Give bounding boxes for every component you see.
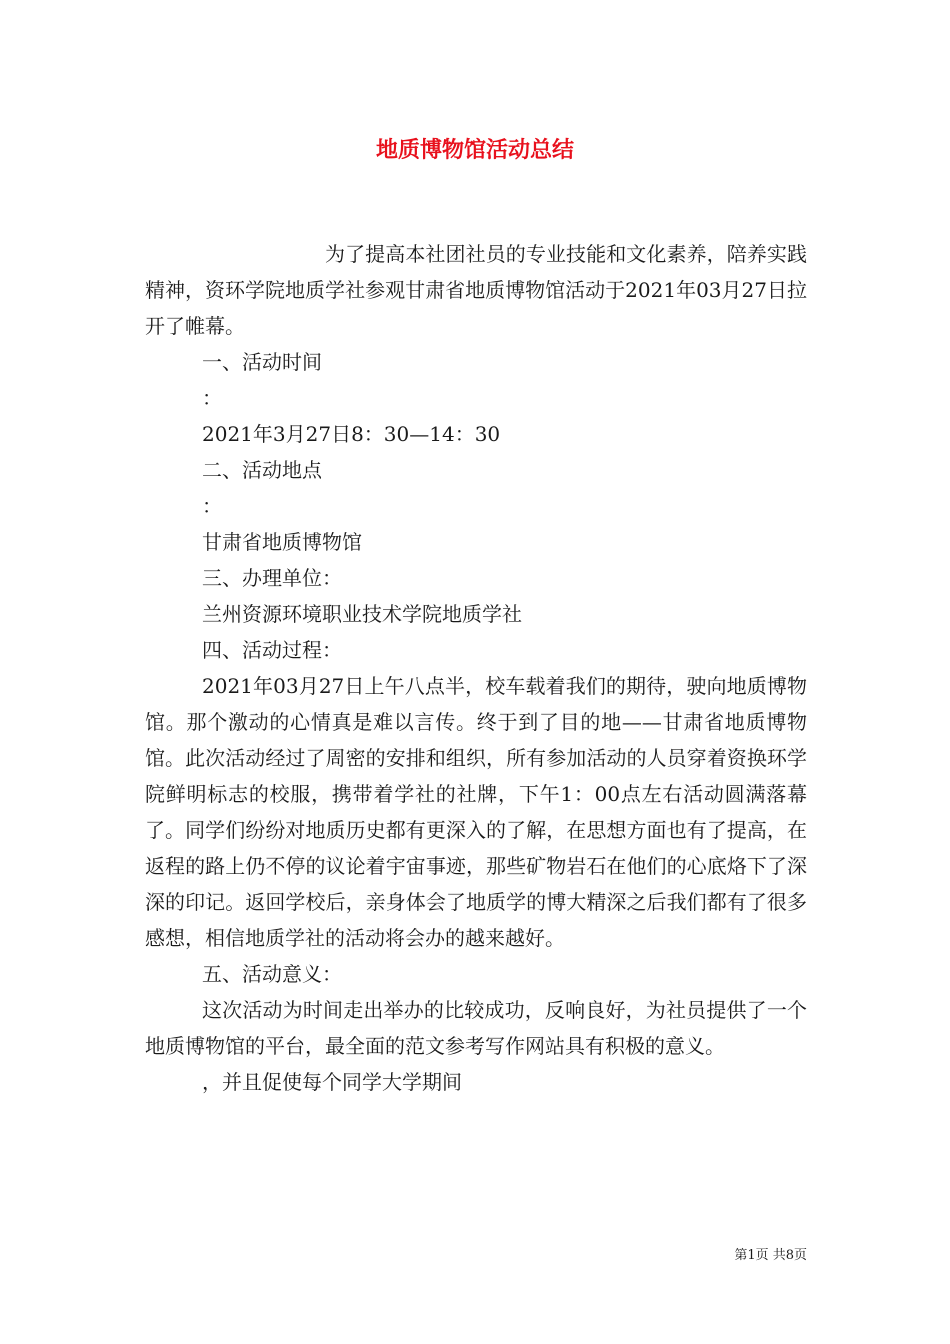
time-colon: ： [202, 386, 222, 410]
place-colon: ： [202, 494, 222, 518]
page-number: 第1页 共8页 [734, 1248, 807, 1263]
continuation-line: ，并且促使每个同学大学期间 [202, 1070, 462, 1094]
document-body [145, 236, 807, 1100]
process-paragraph: 2021年03月27日上午八点半，校车载着我们的期待，驶向地质博物馆。那个激动的心情真是难以言传。终于到了目的地——甘肃省地质博物馆。此次活动经过了周密的安排和组织，所有参加活动的人员穿着资换环学院鲜明标志的校服，携带着学社的社牌，下午1：00点左右活动圆满落幕了。同学们纷纷对地质历史都有更深入的了解，在思想方面也有了提高，在返程的路上仍不停的议论着宇宙事迹，那些矿物岩石在他们的心底烙下了深深的印记。返回学校后，亲身体会了地质学的博大精深之后我们都有了很多感想，相信地质学社的活动将会办的越来越好。 [145, 674, 807, 950]
process-heading: 四、活动过程： [202, 638, 342, 662]
organizer-heading: 三、办理单位： [202, 566, 342, 590]
time-value: 2021年3月27日8：30—14：30 [202, 422, 501, 446]
document-title: 地质博物馆活动总结 [375, 137, 574, 163]
place-value: 甘肃省地质博物馆 [202, 530, 362, 554]
meaning-paragraph: 这次活动为时间走出举办的比较成功，反响良好，为社员提供了一个地质博物馆的平台，最全面的范文参考写作网站具有积极的意义。 [145, 998, 807, 1058]
place-heading: 二、活动地点 [202, 458, 322, 482]
meaning-heading: 五、活动意义： [202, 962, 342, 986]
intro-paragraph: 为了提高本社团社员的专业技能和文化素养，陪养实践精神，资环学院地质学社参观甘肃省地质博物馆活动于2021年03月27日拉开了帷幕。 [145, 242, 807, 338]
organizer-value: 兰州资源环境职业技术学院地质学社 [202, 602, 522, 626]
time-heading: 一、活动时间 [202, 350, 322, 374]
